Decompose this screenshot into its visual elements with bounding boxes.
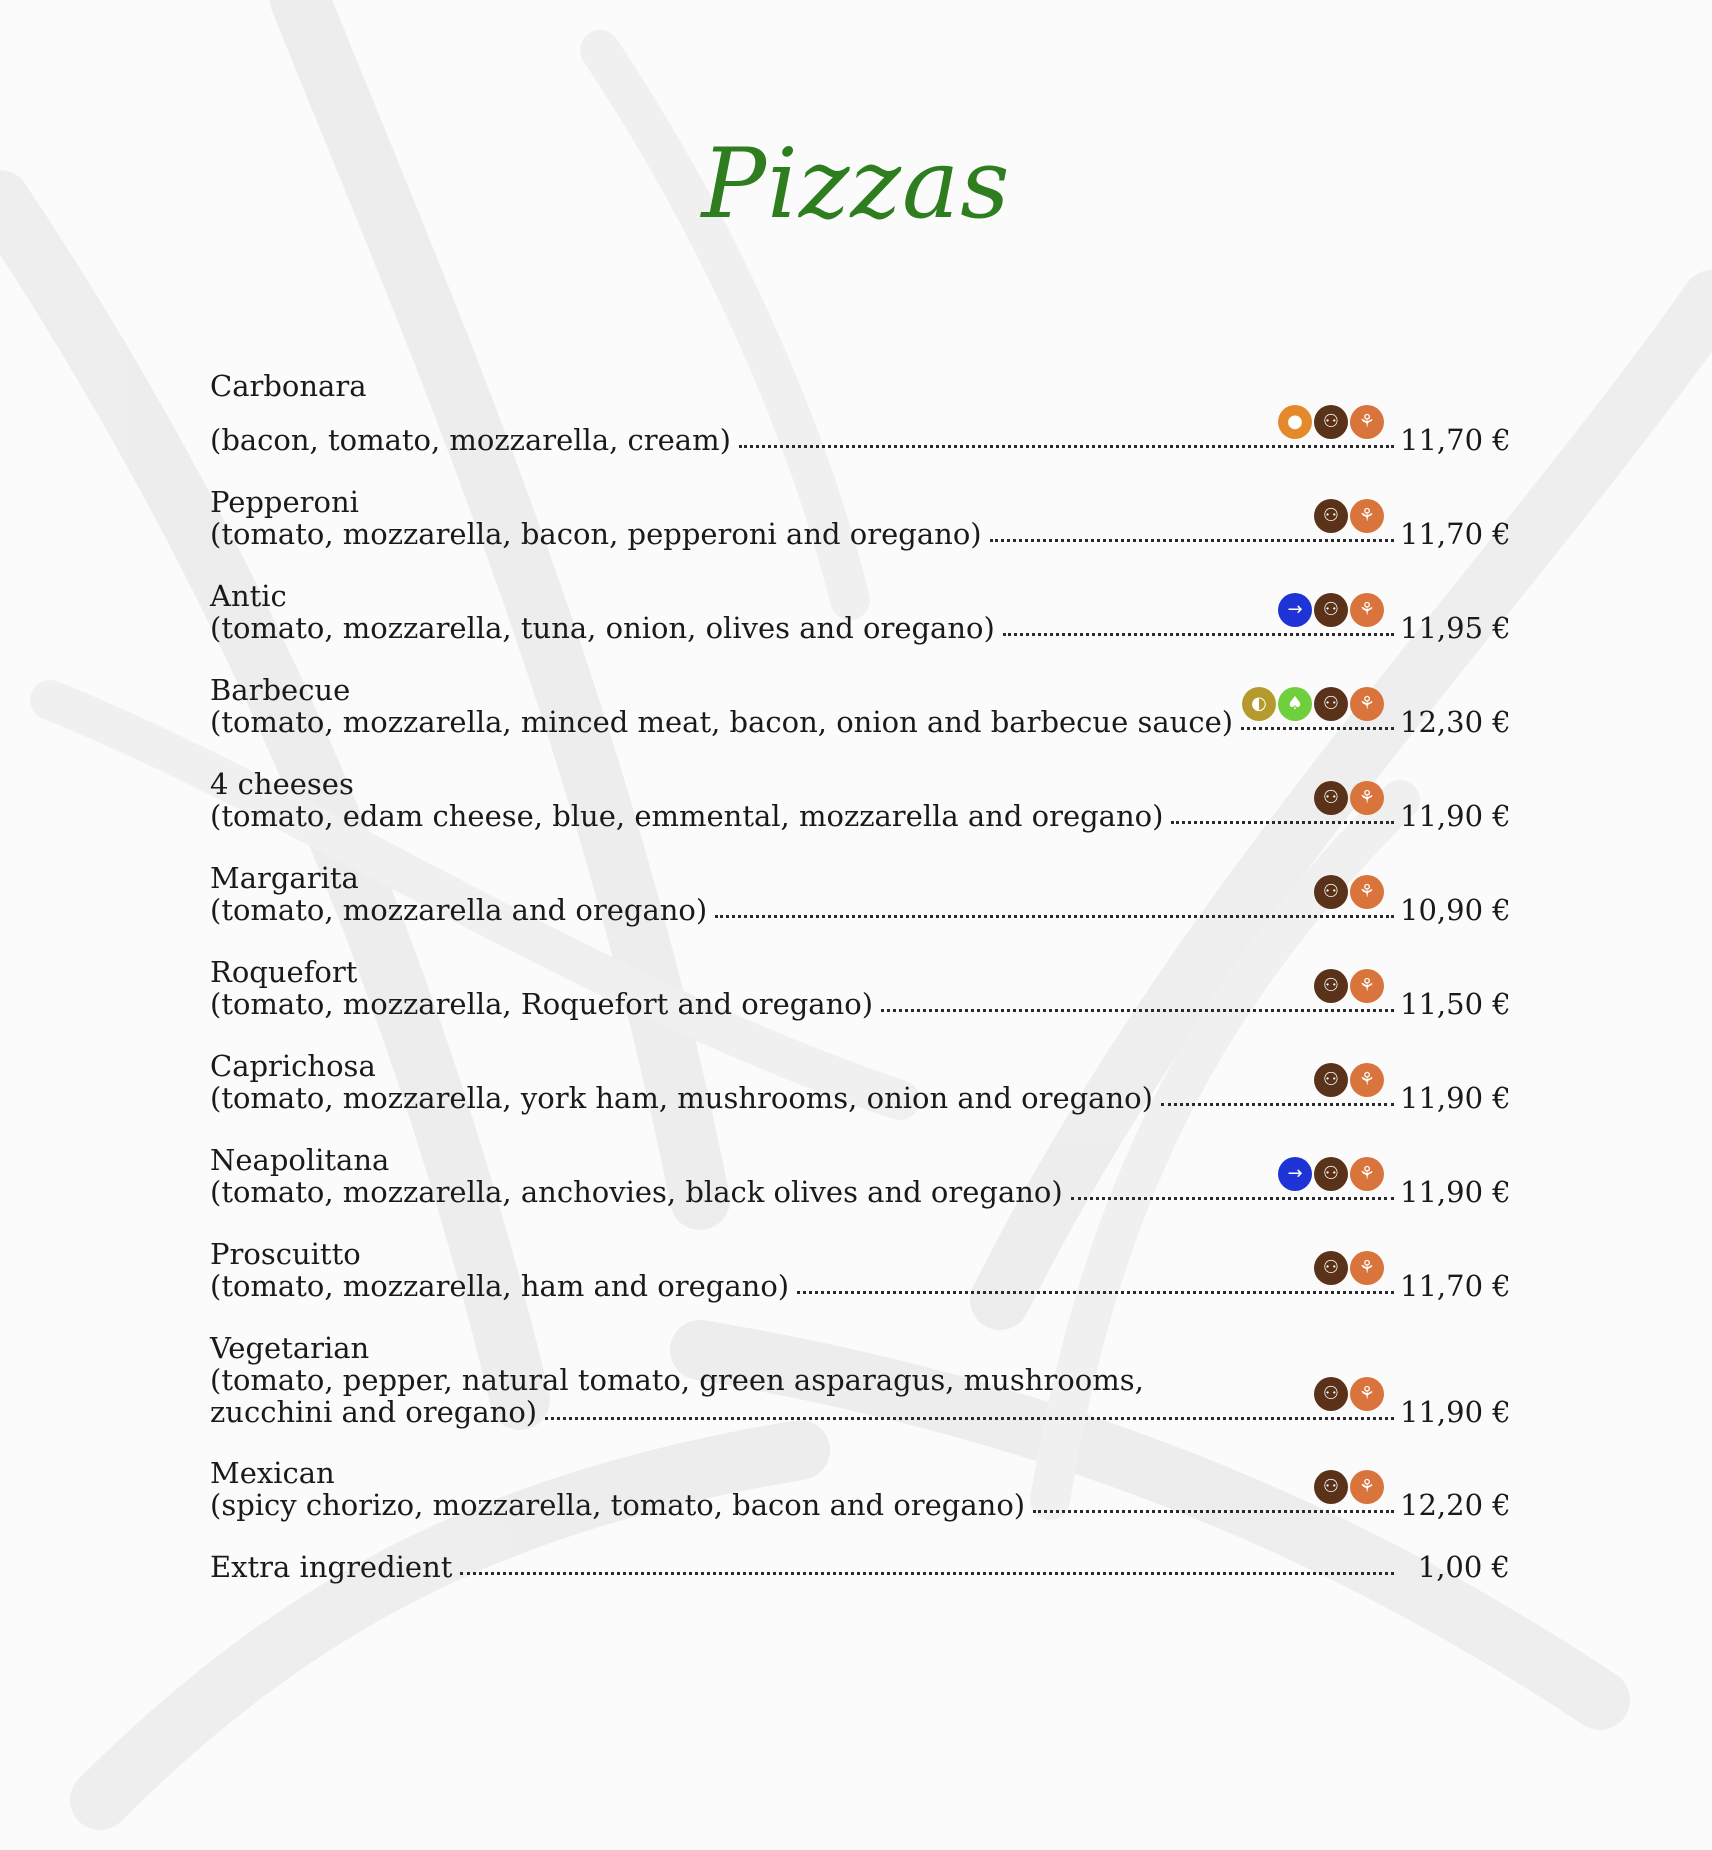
menu-item — [210, 1332, 1510, 1457]
menu-item-name: Caprichosa — [210, 1049, 376, 1083]
menu-item-line — [210, 693, 1511, 739]
allergen-icons — [1314, 781, 1384, 815]
allergen-icons — [1278, 593, 1384, 627]
menu-item-name: Carbonara — [210, 369, 367, 403]
menu-item-description: (spicy chorizo, mozzarella, tomato, bacon and oregano) — [210, 1488, 1026, 1522]
pizza-menu-list — [210, 370, 1510, 1645]
allergen-icons — [1314, 969, 1384, 1003]
extra-ingredient-line — [210, 1551, 1510, 1583]
dairy-icon: ⚇ — [1314, 499, 1348, 533]
gluten-icon: ⚘ — [1350, 687, 1384, 721]
menu-item-line — [210, 787, 1511, 833]
allergen-icons — [1314, 875, 1384, 909]
menu-item-price: 11,70 € — [1400, 1269, 1511, 1303]
dot-leader — [1171, 787, 1394, 824]
dairy-icon: ⚇ — [1314, 875, 1348, 909]
dairy-icon: ⚇ — [1314, 969, 1348, 1003]
menu-item-price: 12,30 € — [1400, 705, 1511, 739]
dairy-icon: ⚇ — [1314, 1377, 1348, 1411]
menu-item — [210, 370, 1510, 486]
menu-item-name: Antic — [210, 579, 287, 613]
dot-leader — [545, 1383, 1394, 1420]
dairy-icon: ⚇ — [1314, 781, 1348, 815]
menu-item-name: Roquefort — [210, 955, 358, 989]
menu-item-price: 12,20 € — [1400, 1488, 1511, 1522]
allergen-icons — [1314, 499, 1384, 533]
menu-item-line — [210, 599, 1511, 645]
dot-leader — [881, 975, 1394, 1012]
dot-leader — [990, 505, 1394, 542]
menu-item-price: 11,50 € — [1400, 987, 1511, 1021]
menu-item-line — [210, 1163, 1511, 1209]
menu-item-name: Neapolitana — [210, 1143, 390, 1177]
gluten-icon: ⚘ — [1350, 1470, 1384, 1504]
allergen-icons — [1242, 687, 1384, 721]
menu-item-name: Vegetarian — [210, 1331, 370, 1365]
menu-item-description: (tomato, mozzarella, anchovies, black olives and oregano) — [210, 1175, 1063, 1209]
dot-leader — [1003, 599, 1394, 636]
extra-ingredient-label: Extra ingredient — [210, 1550, 453, 1584]
menu-item-price: 11,70 € — [1400, 423, 1511, 457]
menu-item-description: (tomato, mozzarella, Roquefort and oregano) — [210, 987, 874, 1021]
menu-item-name: Pepperoni — [210, 485, 359, 519]
menu-item-line — [210, 1069, 1511, 1115]
allergen-icons — [1278, 405, 1384, 439]
menu-item-description: (tomato, mozzarella and oregano) — [210, 893, 708, 927]
menu-item-line — [210, 881, 1511, 927]
dairy-icon: ⚇ — [1314, 593, 1348, 627]
dairy-icon: ⚇ — [1314, 1157, 1348, 1191]
menu-item-description: (tomato, edam cheese, blue, emmental, mozzarella and oregano) — [210, 799, 1164, 833]
dot-leader — [1071, 1163, 1394, 1200]
dairy-icon: ⚇ — [1314, 405, 1348, 439]
allergen-icons — [1314, 1063, 1384, 1097]
menu-item — [210, 1050, 1510, 1144]
menu-item-name: Mexican — [210, 1456, 335, 1490]
allergen-icons — [1314, 1251, 1384, 1285]
dairy-icon: ⚇ — [1314, 1251, 1348, 1285]
dot-leader — [460, 1572, 1394, 1575]
gluten-icon: ⚘ — [1350, 1377, 1384, 1411]
menu-item — [210, 956, 1510, 1050]
dot-leader — [715, 881, 1394, 918]
menu-item-line — [210, 411, 1511, 457]
menu-item-description: (tomato, mozzarella, ham and oregano) — [210, 1269, 790, 1303]
extra-ingredient-row — [210, 1551, 1510, 1645]
menu-item-description: (tomato, mozzarella, york ham, mushrooms, onion and oregano) — [210, 1081, 1153, 1115]
menu-item-description: (tomato, mozzarella, minced meat, bacon, onion and barbecue sauce) — [210, 705, 1234, 739]
dot-leader — [1033, 1476, 1394, 1513]
menu-item-line — [210, 975, 1511, 1021]
menu-item-line — [210, 505, 1511, 551]
dot-leader — [1161, 1069, 1394, 1106]
gluten-icon: ⚘ — [1350, 1063, 1384, 1097]
menu-item — [210, 1238, 1510, 1332]
menu-item-name: Proscuitto — [210, 1237, 361, 1271]
menu-item-price: 11,95 € — [1400, 611, 1511, 645]
menu-item-name: Margarita — [210, 861, 359, 895]
dot-leader — [797, 1257, 1394, 1294]
menu-item-description: zucchini and oregano) — [210, 1395, 538, 1429]
menu-item — [210, 862, 1510, 956]
allergen-icons — [1314, 1377, 1384, 1411]
gluten-icon: ⚘ — [1350, 1157, 1384, 1191]
gluten-icon: ⚘ — [1350, 1251, 1384, 1285]
dot-leader — [739, 411, 1394, 448]
menu-item-price: 10,90 € — [1400, 893, 1511, 927]
dairy-icon: ⚇ — [1314, 687, 1348, 721]
menu-item-price: 11,90 € — [1400, 1081, 1511, 1115]
gluten-icon: ⚘ — [1350, 781, 1384, 815]
gluten-icon: ⚘ — [1350, 499, 1384, 533]
page-title: Pizzas — [701, 128, 1011, 240]
menu-item-name: 4 cheeses — [210, 767, 354, 801]
allergen-icons — [1314, 1470, 1384, 1504]
gluten-icon: ⚘ — [1350, 405, 1384, 439]
menu-item — [210, 768, 1510, 862]
mustard-icon: ◐ — [1242, 687, 1276, 721]
menu-item-line — [210, 1257, 1511, 1303]
dot-leader — [1241, 693, 1394, 730]
menu-item-price: 11,70 € — [1400, 517, 1511, 551]
extra-ingredient-price: 1,00 € — [1417, 1550, 1510, 1584]
menu-item-price: 11,90 € — [1400, 1395, 1511, 1429]
allergen-icons — [1278, 1157, 1384, 1191]
menu-item — [210, 486, 1510, 580]
menu-item-line — [210, 1476, 1511, 1522]
celery-icon: ♠ — [1278, 687, 1312, 721]
menu-item-description-line: (tomato, pepper, natural tomato, green asparagus, mushrooms, — [210, 1363, 1144, 1397]
menu-item-description: (bacon, tomato, mozzarella, cream) — [210, 423, 731, 457]
gluten-icon: ⚘ — [1350, 969, 1384, 1003]
menu-item — [210, 674, 1510, 768]
dairy-icon: ⚇ — [1314, 1470, 1348, 1504]
menu-item — [210, 580, 1510, 674]
fish-icon: → — [1278, 593, 1312, 627]
menu-item-line — [210, 1383, 1511, 1429]
fish-icon: → — [1278, 1157, 1312, 1191]
menu-item — [210, 1144, 1510, 1238]
gluten-icon: ⚘ — [1350, 593, 1384, 627]
menu-item-price: 11,90 € — [1400, 1175, 1511, 1209]
menu-item-description: (tomato, mozzarella, bacon, pepperoni and oregano) — [210, 517, 982, 551]
menu-item-price: 11,90 € — [1400, 799, 1511, 833]
menu-item — [210, 1457, 1510, 1551]
gluten-icon: ⚘ — [1350, 875, 1384, 909]
menu-item-name: Barbecue — [210, 673, 351, 707]
dairy-icon: ⚇ — [1314, 1063, 1348, 1097]
menu-item-description: (tomato, mozzarella, tuna, onion, olives and oregano) — [210, 611, 995, 645]
egg-icon: ● — [1278, 405, 1312, 439]
